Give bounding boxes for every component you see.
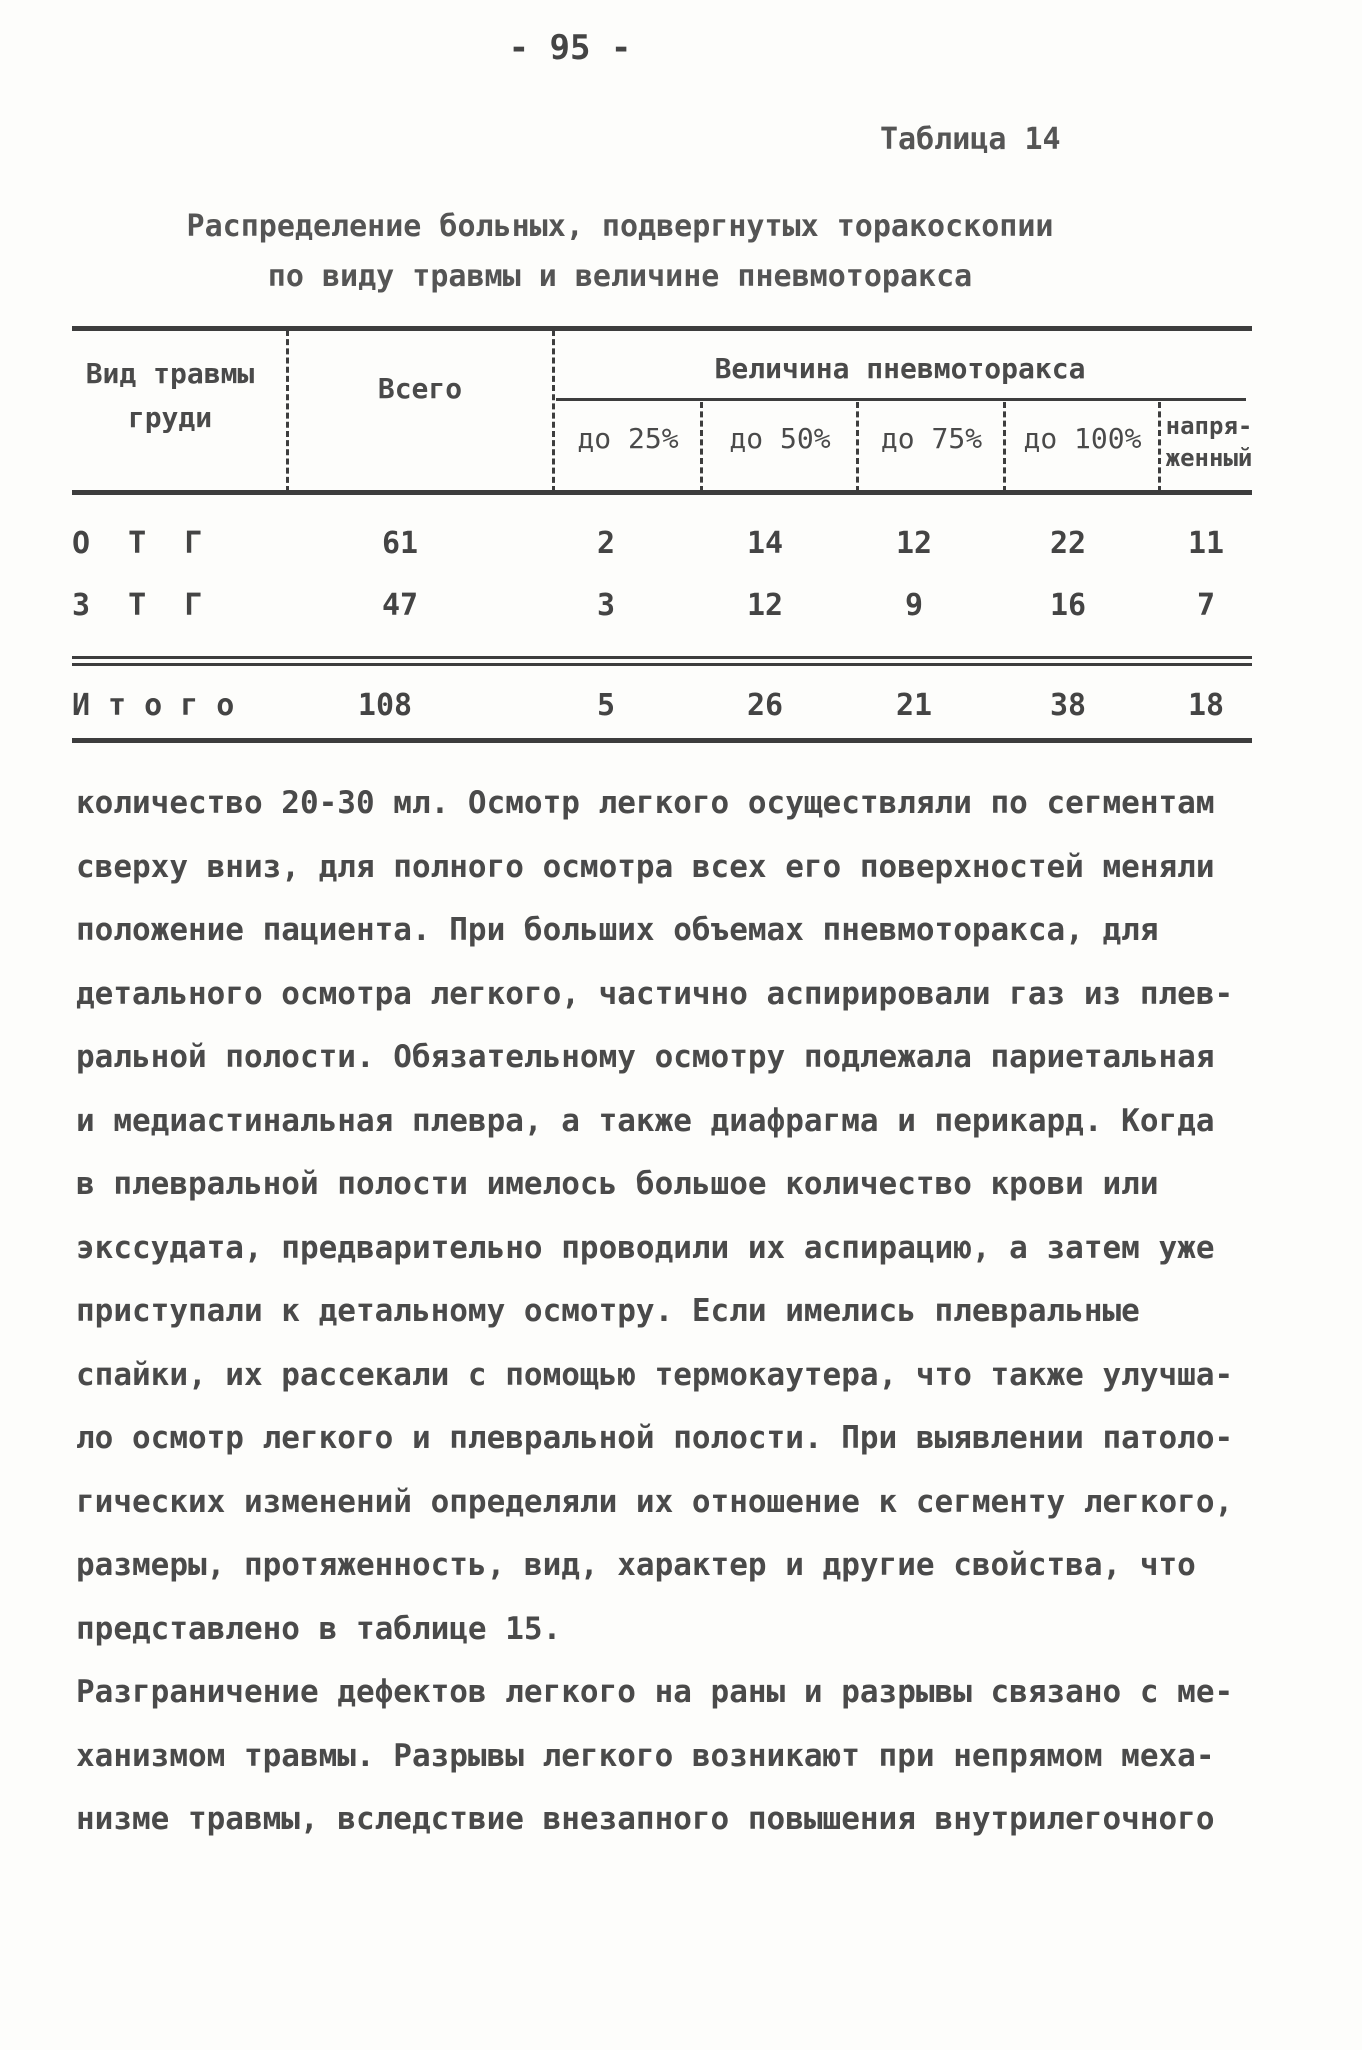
header-upto-50: до 50% xyxy=(729,422,831,455)
cell-total: 61 xyxy=(381,526,419,561)
cell-value: 9 xyxy=(904,588,924,623)
header-pneumothorax-group: Величина пневмоторакса xyxy=(714,352,1086,385)
table-col-separator xyxy=(1158,402,1161,492)
text-line: и медиастинальная плевра, а также диафрагма и перикард. Когда xyxy=(76,1102,1215,1139)
header-total: Всего xyxy=(377,372,463,405)
cell-value: 3 xyxy=(596,588,616,623)
table-col-separator xyxy=(552,330,555,492)
header-tension: напря- женный xyxy=(1165,412,1253,472)
table-col-separator xyxy=(856,402,859,492)
cell-value: 12 xyxy=(895,526,933,561)
cell-value: 11 xyxy=(1187,526,1225,561)
text-line: низме травмы, вследствие внезапного повышения внутрилегочного xyxy=(76,1801,1215,1837)
table-col-separator xyxy=(286,330,289,492)
caption-line: по виду травмы и величине пневмоторакса xyxy=(267,259,973,294)
cell-value: 21 xyxy=(895,688,933,723)
cell-value: 14 xyxy=(746,526,784,561)
caption-line: Распределение больных, подвергнутых торакоскопии xyxy=(186,209,1054,244)
text-line: приступали к детальному осмотру. Если имелись плевральные xyxy=(76,1293,1140,1329)
cell-value: 5 xyxy=(596,688,616,723)
cell-value: 22 xyxy=(1049,526,1087,561)
table-rule-total-top2 xyxy=(72,663,1252,666)
cell-value: 26 xyxy=(746,688,784,723)
text-line: детального осмотра легкого, частично аспирировали газ из плев- xyxy=(76,975,1234,1012)
table-label: Таблица 14 xyxy=(880,122,1061,157)
table-rule-top xyxy=(72,326,1252,331)
cell-total: 108 xyxy=(357,688,413,723)
row-label: З Т Г xyxy=(72,588,213,623)
text-line: в плевральной полости имелось большое количество крови или xyxy=(76,1166,1159,1202)
row-label: О Т Г xyxy=(72,526,213,561)
cell-value: 16 xyxy=(1049,588,1087,623)
cell-value: 38 xyxy=(1049,688,1087,723)
cell-value: 7 xyxy=(1196,588,1216,623)
table-rule-header xyxy=(72,490,1252,495)
text-line: ральной полости. Обязательному осмотру подлежала париетальная xyxy=(76,1039,1215,1075)
header-upto-100: до 100% xyxy=(1023,422,1142,455)
header-injury-type: Вид травмы груди xyxy=(85,357,255,434)
table-col-separator xyxy=(1003,402,1006,492)
body-text xyxy=(76,772,1256,1852)
table-caption xyxy=(100,202,1140,302)
cell-total: 47 xyxy=(381,588,419,623)
text-line: представлено в таблице 15. xyxy=(76,1610,562,1647)
total-row-label: Итого xyxy=(72,688,253,723)
cell-value: 18 xyxy=(1187,688,1225,723)
text-line: сверху вниз, для полного осмотра всех его поверхностей меняли xyxy=(76,848,1215,885)
page-number: - 95 - xyxy=(508,28,632,68)
text-line: спайки, их рассекали с помощью термокаутера, что также улучша- xyxy=(76,1356,1234,1393)
header-upto-75: до 75% xyxy=(880,422,983,455)
text-line: положение пациента. При больших объемах пневмоторакса, для xyxy=(76,912,1159,948)
text-line: ло осмотр легкого и плевральной полости. При выявлении патоло- xyxy=(76,1420,1234,1456)
header-upto-25: до 25% xyxy=(577,422,679,455)
cell-value: 2 xyxy=(596,526,616,561)
cell-value: 12 xyxy=(746,588,784,623)
text-line: размеры, протяженность, вид, характер и другие свойства, что xyxy=(76,1547,1196,1583)
table-rule-group xyxy=(556,398,1246,401)
table-rule-total-top xyxy=(72,656,1252,659)
text-line: Разграничение дефектов легкого на раны и разрывы связано с ме- xyxy=(76,1674,1234,1710)
text-line: количество 20-30 мл. Осмотр легкого осуществляли по сегментам xyxy=(76,785,1215,821)
table-rule-bottom xyxy=(72,738,1252,743)
text-line: ханизмом травмы. Разрывы легкого возникают при непрямом меха- xyxy=(76,1737,1215,1774)
text-line: гических изменений определяли их отношение к сегменту легкого, xyxy=(76,1483,1234,1520)
table-col-separator xyxy=(700,402,703,492)
text-line: экссудата, предварительно проводили их аспирацию, а затем уже xyxy=(76,1229,1215,1266)
